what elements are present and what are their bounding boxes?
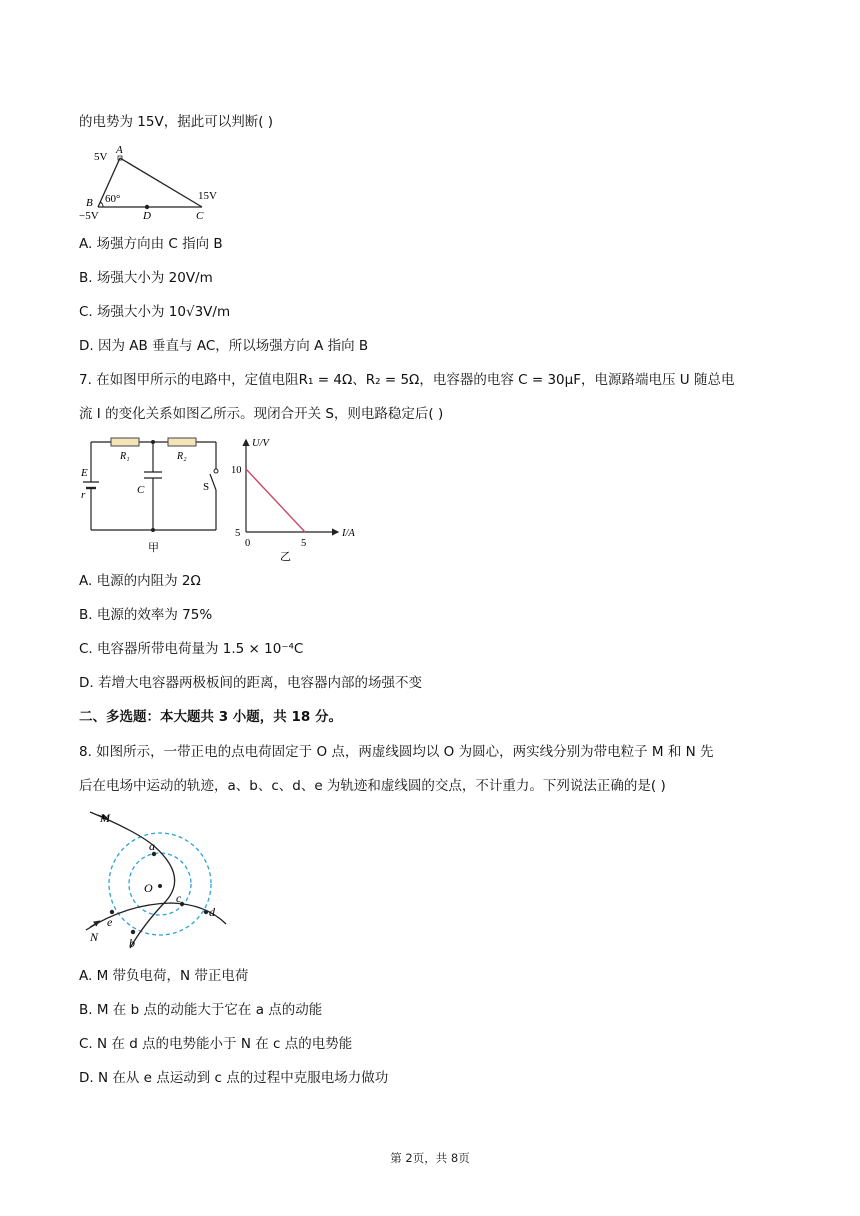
q8-option-c: C. N 在 d 点的电势能小于 N 在 c 点的电势能 [79, 1036, 353, 1052]
graph-xlabel: I/A [342, 528, 355, 539]
q6-label-c: C [196, 210, 204, 222]
graph-y-top-tick: 10 [231, 465, 242, 476]
q6-option-a: A. 场强方向由 C 指向 B [79, 236, 223, 252]
ui-characteristic-line [246, 469, 305, 532]
q6-angle-label: 60° [105, 193, 121, 205]
q8-label-n: N [90, 930, 99, 944]
emf-label: E [81, 467, 88, 479]
q6-label-b: B [86, 197, 93, 209]
graph-origin: 0 [245, 538, 251, 549]
q6-intro-tail: 的电势为 15V，据此可以判断( ) [79, 114, 274, 130]
q6-option-c: C. 场强大小为 10√3V/m [79, 304, 231, 320]
q7-option-a: A. 电源的内阻为 2Ω [79, 573, 201, 589]
q8-label-b: b [129, 936, 135, 950]
graph-ylabel: U/V [252, 438, 269, 449]
q7-line-2: 流 I 的变化关系如图乙所示。现闭合开关 S，则电路稳定后( ) [79, 406, 444, 422]
q6-option-b: B. 场强大小为 20V/m [79, 270, 213, 286]
page-footer: 第 2页，共 8页 [390, 1151, 470, 1165]
q7-line-1: 7. 在如图甲所示的电路中，定值电阻R₁ = 4Ω、R₂ = 5Ω，电容器的电容 C = 30μF，电源路端电压 U 随总电 [79, 372, 735, 388]
q8-line-2: 后在电场中运动的轨迹，a、b、c、d、e 为轨迹和虚线圆的交点，不计重力。下列说法正确的是( ) [79, 778, 666, 794]
circuit-caption: 甲 [148, 542, 159, 554]
q7-option-c: C. 电容器所带电荷量为 1.5 × 10⁻⁴C [79, 641, 304, 657]
q8-line-1: 8. 如图所示，一带正电的点电荷固定于 O 点，两虚线圆均以 O 为圆心，两实线分别为带电粒子 M 和 N 先 [79, 744, 714, 760]
q8-option-d: D. N 在从 e 点运动到 c 点的过程中克服电场力做功 [79, 1070, 389, 1086]
q8-label-d: d [209, 905, 215, 919]
q6-label-d: D [143, 210, 151, 222]
q7-option-d: D. 若增大电容器两极板间的距离，电容器内部的场强不变 [79, 675, 422, 691]
section-heading-multi-choice: 二、多选题：本大题共 3 小题，共 18 分。 [79, 709, 342, 725]
q6-triangle-figure [76, 142, 226, 224]
q8-label-o: O [144, 881, 153, 895]
graph-x-tick: 5 [301, 538, 307, 549]
q6-option-d: D. 因为 AB 垂直与 AC，所以场强方向 A 指向 B [79, 338, 369, 354]
q8-label-m: M [100, 811, 110, 825]
q6-a-potential: 5V [94, 151, 108, 163]
switch-label: S [203, 481, 210, 493]
graph-y-bottom-tick: 5 [235, 528, 241, 539]
r2-label: R₂ [177, 451, 187, 462]
q7-option-b: B. 电源的效率为 75% [79, 607, 213, 623]
q6-label-a: A [116, 144, 123, 156]
q7-circuit-figure [76, 434, 226, 558]
q8-label-e: e [107, 915, 113, 929]
q6-b-potential: −5V [79, 210, 99, 222]
internal-r-label: r [81, 489, 86, 501]
q7-ui-graph [228, 432, 368, 562]
q8-trajectory-figure [76, 806, 246, 956]
q8-label-c: c [176, 891, 182, 905]
q8-option-a: A. M 带负电荷，N 带正电荷 [79, 968, 249, 984]
capacitor-label: C [137, 484, 145, 496]
r1-label: R₁ [120, 451, 130, 462]
q8-option-b: B. M 在 b 点的动能大于它在 a 点的动能 [79, 1002, 323, 1018]
q8-label-a: a [149, 839, 155, 853]
graph-caption: 乙 [280, 551, 291, 562]
q6-c-potential: 15V [198, 190, 217, 202]
